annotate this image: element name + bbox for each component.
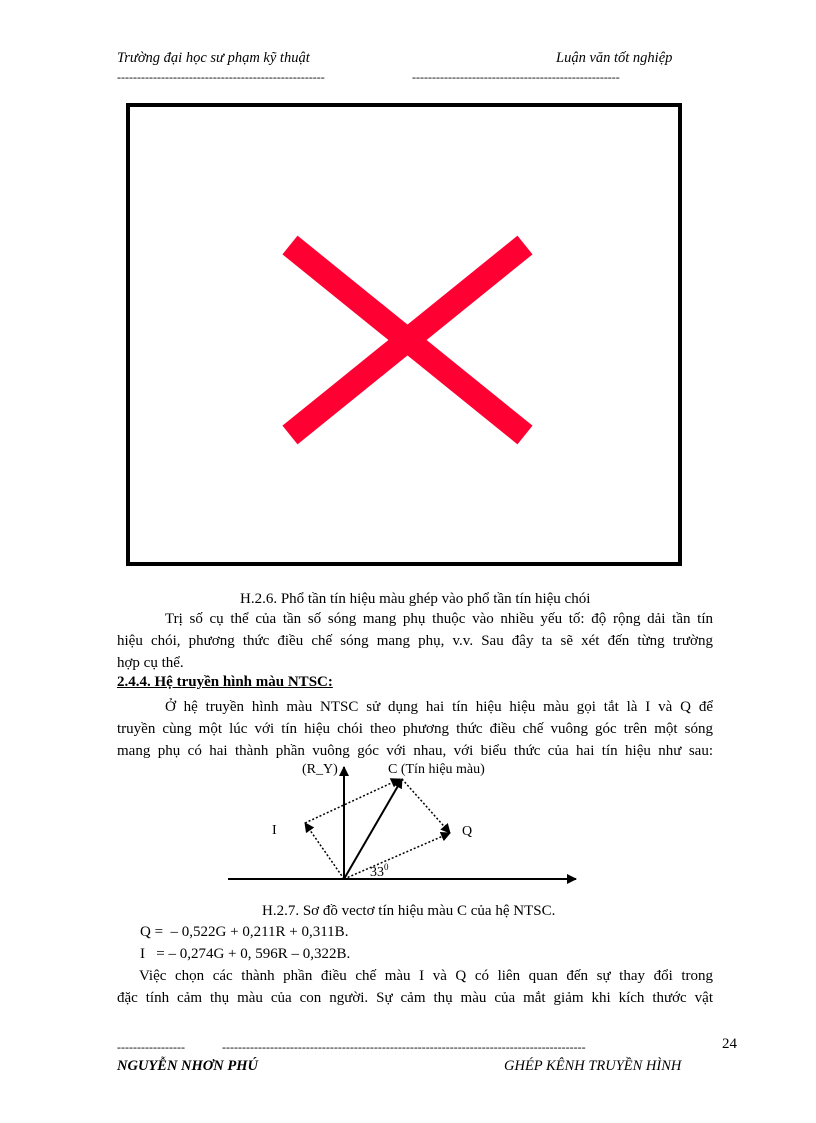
footer-author: NGUYỄN NHƠN PHÚ [117,1058,258,1074]
angle-degree: 0 [384,862,389,872]
label-q: Q [462,824,473,839]
paragraph-line: truyền cùng một lúc với tín hiệu chói theo phương thức điều chế vuông góc trên một sóng [117,721,713,737]
paragraph-line: Trị số cụ thể của tần số sóng mang phụ thuộc vào nhiều yếu tố: độ rộng dải tần tín [165,611,713,627]
paragraph-ntsc-intro [117,696,713,762]
missing-image-x-icon [130,107,678,562]
paragraph-carrier-frequency [117,608,713,674]
ntsc-vector-diagram [210,755,590,890]
q-vector [344,833,450,879]
figure-caption-2-7: H.2.7. Sơ đồ vectơ tín hiệu màu C của hệ NTSC. [262,903,556,919]
header-rule-right: ---------------------------------------------------- [412,70,620,84]
label-ry: (R_Y) [302,762,338,777]
paragraph-line: hiệu chói, phương thức điều chế sóng mang phụ, v.v. Sau đây ta sẽ xét đến từng trường [117,633,713,649]
paragraph-line: Việc chọn các thành phần điều chế màu I và Q có liên quan đến sự thay đổi trong [139,968,713,984]
footer-thesis-title: GHÉP KÊNH TRUYỀN HÌNH [504,1058,682,1074]
paragraph-line: mang phụ có hai thành phần vuông góc với nhau, với biểu thức của hai tín hiệu như sau: [117,743,713,759]
equation-q: Q = – 0,522G + 0,211R + 0,311B. [140,924,349,940]
section-heading-ntsc: 2.4.4. Hệ truyền hình màu NTSC: [117,674,333,690]
missing-image-frame [126,103,682,566]
label-c: C (Tín hiệu màu) [388,762,485,777]
figure-caption-2-6: H.2.6. Phổ tần tín hiệu màu ghép vào phổ tần tín hiệu chói [240,591,591,607]
c-vector [344,779,402,879]
paragraph-line: đặc tính cảm thụ màu của con người. Sự cảm thụ màu của mắt giảm khi kích thước vật [117,990,713,1006]
parallelogram-side-top [305,779,400,823]
paragraph-color-perception [117,965,713,1009]
header-document-type: Luận văn tốt nghiệp [556,50,673,66]
i-vector [305,823,344,879]
paragraph-line: Ở hệ truyền hình màu NTSC sử dụng hai tín hiệu hiệu màu gọi tắt là I và Q để [165,699,713,715]
angle-value: 33 [370,865,384,880]
page-number: 24 [722,1036,737,1052]
header-school-name: Trường đại học sư phạm kỹ thuật [117,50,310,66]
footer-rule-right: ------------------------------------------------------------------------------------------- [222,1040,586,1054]
angle-label [370,862,389,880]
equation-i: I = – 0,274G + 0, 596R – 0,322B. [140,946,351,962]
header-rule-left: ---------------------------------------------------- [117,70,325,84]
footer-rule-left: ----------------- [117,1040,185,1054]
paragraph-line: hợp cụ thể. [117,655,184,671]
label-i: I [272,823,277,838]
parallelogram-side-right [402,779,450,833]
